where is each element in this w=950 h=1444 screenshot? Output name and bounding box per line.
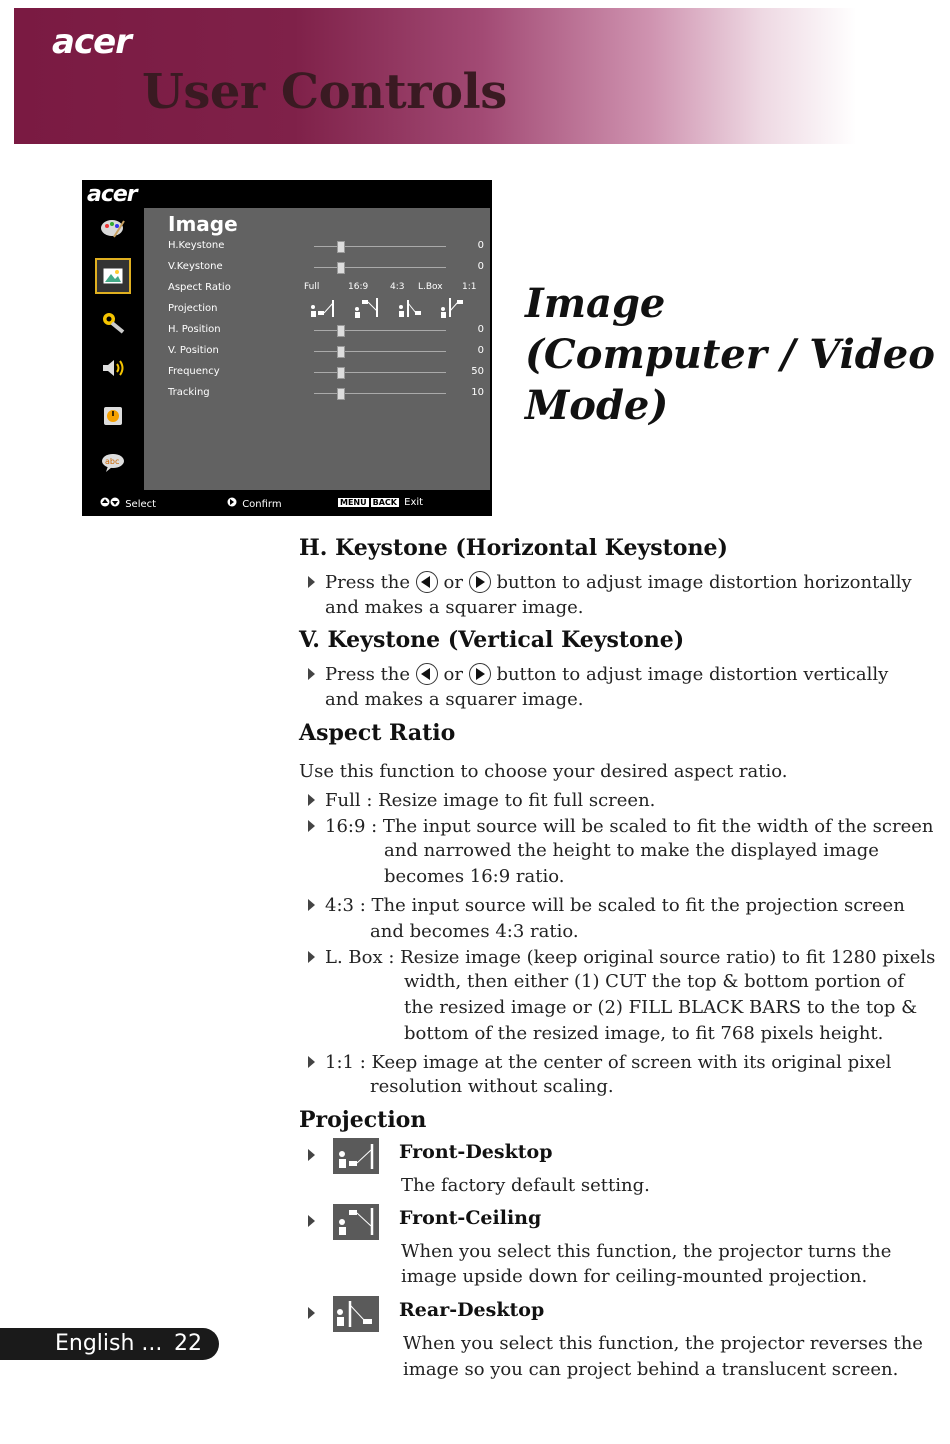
- slider-track: [314, 267, 446, 268]
- title-line: Image: [525, 280, 666, 327]
- settings-wrench-icon: [97, 306, 129, 338]
- osd-row-v-position: [168, 343, 488, 364]
- osd-footer-exit-label: Exit: [404, 497, 424, 508]
- page-footer-tab: [0, 1328, 219, 1360]
- osd-menu-screenshot: [82, 180, 492, 516]
- h-keystone-text-2: and makes a squarer image.: [325, 597, 584, 618]
- timer-icon: [97, 400, 129, 432]
- rear-desktop-label: Rear-Desktop: [399, 1299, 545, 1321]
- h-keystone-text: [325, 570, 912, 595]
- aspect-169-2: and narrowed the height to make the displayed image: [384, 840, 879, 861]
- page-number: 22: [174, 1331, 202, 1356]
- aspect-ratio-heading: Aspect Ratio: [299, 720, 456, 746]
- front-desktop-desc: The factory default setting.: [401, 1175, 650, 1196]
- front-ceiling-label: Front-Ceiling: [399, 1207, 542, 1229]
- header-banner: [14, 8, 950, 144]
- osd-value: 10: [471, 387, 484, 398]
- menu-key: MENU: [340, 498, 367, 507]
- text-span: button to adjust image distortion vertically: [496, 664, 889, 685]
- osd-heading: Image: [168, 212, 238, 236]
- bullet-arrow: [308, 951, 315, 963]
- osd-footer-confirm: [227, 497, 282, 510]
- aspect-11-2: resolution without scaling.: [370, 1076, 614, 1097]
- slider-track: [314, 393, 446, 394]
- osd-value: 0: [477, 240, 484, 251]
- bullet-arrow: [308, 668, 315, 680]
- osd-value: 0: [477, 345, 484, 356]
- slider-track: [314, 351, 446, 352]
- front-ceiling-icon: [333, 1204, 379, 1240]
- aspect-lbox-3: the resized image or (2) FILL BLACK BARS to the top &: [404, 997, 918, 1018]
- aspect-intro: Use this function to choose your desired aspect ratio.: [299, 761, 788, 782]
- front-desktop-icon: [310, 297, 336, 319]
- osd-row-h-keystone: [168, 238, 488, 259]
- language-icon: [97, 446, 129, 478]
- aspect-option: 1:1: [462, 282, 477, 292]
- slider-knob: [337, 346, 345, 358]
- osd-label: H. Position: [168, 324, 221, 335]
- osd-label: Tracking: [168, 387, 210, 398]
- aspect-lbox-1: L. Box : Resize image (keep original source ratio) to fit 1280 pixels: [325, 947, 936, 968]
- text-span: or: [443, 572, 463, 593]
- rear-desktop-desc-2: image so you can project behind a translucent screen.: [403, 1359, 899, 1380]
- slider-track: [314, 330, 446, 331]
- osd-label: Aspect Ratio: [168, 282, 231, 293]
- v-keystone-text-2: and makes a squarer image.: [325, 689, 584, 710]
- osd-image-panel: [144, 208, 490, 490]
- osd-row-v-keystone: [168, 259, 488, 280]
- slider-track: [314, 372, 446, 373]
- aspect-option: 16:9: [348, 282, 369, 292]
- bullet-arrow: [308, 1215, 315, 1227]
- osd-row-h-position: [168, 322, 488, 343]
- osd-value: 50: [471, 366, 484, 377]
- right-arrow-icon: [227, 497, 239, 507]
- osd-sidebar: [82, 208, 144, 490]
- slider-track: [314, 246, 446, 247]
- front-desktop-label: Front-Desktop: [399, 1141, 553, 1163]
- back-key: BACK: [372, 498, 397, 507]
- front-ceiling-desc-2: image upside down for ceiling-mounted projection.: [401, 1266, 868, 1287]
- slider-knob: [337, 241, 345, 253]
- left-button-icon: [416, 663, 438, 685]
- aspect-169-3: becomes 16:9 ratio.: [384, 866, 565, 887]
- right-button-icon: [469, 663, 491, 685]
- right-button-icon: [469, 571, 491, 593]
- v-keystone-heading: V. Keystone (Vertical Keystone): [299, 627, 685, 653]
- bullet-arrow: [308, 576, 315, 588]
- osd-footer-exit: [338, 497, 423, 508]
- front-ceiling-desc-1: When you select this function, the projector turns the: [401, 1241, 892, 1262]
- osd-value: 0: [477, 261, 484, 272]
- rear-desktop-icon: [333, 1296, 379, 1332]
- page-title: User Controls: [142, 64, 507, 120]
- aspect-option: 4:3: [390, 282, 405, 292]
- bullet-arrow: [308, 820, 315, 832]
- aspect-full: Full : Resize image to fit full screen.: [325, 790, 656, 811]
- text-span: or: [443, 664, 463, 685]
- bullet-arrow: [308, 794, 315, 806]
- projection-heading: Projection: [299, 1107, 427, 1133]
- rear-ceiling-icon: [440, 297, 466, 319]
- osd-footer-confirm-label: Confirm: [242, 499, 282, 510]
- aspect-43-2: and becomes 4:3 ratio.: [370, 921, 579, 942]
- osd-label: H.Keystone: [168, 240, 225, 251]
- left-button-icon: [416, 571, 438, 593]
- osd-value: 0: [477, 324, 484, 335]
- aspect-option: Full: [304, 282, 320, 292]
- osd-row-projection: [168, 301, 488, 322]
- osd-footer: [82, 490, 492, 516]
- aspect-43-1: 4:3 : The input source will be scaled to fit the projection screen: [325, 895, 905, 916]
- up-down-icon: [100, 497, 122, 507]
- bullet-arrow: [308, 1307, 315, 1319]
- aspect-11-1: 1:1 : Keep image at the center of screen with its original pixel: [325, 1052, 892, 1073]
- front-desktop-icon: [333, 1138, 379, 1174]
- text-span: Press the: [325, 664, 411, 685]
- slider-knob: [337, 325, 345, 337]
- rear-desktop-desc-1: When you select this function, the projector reverses the: [403, 1333, 923, 1354]
- osd-label: V.Keystone: [168, 261, 223, 272]
- osd-label: Frequency: [168, 366, 220, 377]
- bullet-arrow: [308, 1056, 315, 1068]
- text-span: Press the: [325, 572, 411, 593]
- osd-row-tracking: [168, 385, 488, 406]
- bullet-arrow: [308, 1149, 315, 1161]
- h-keystone-heading: H. Keystone (Horizontal Keystone): [299, 535, 728, 561]
- acer-logo: acer: [52, 22, 131, 62]
- color-palette-icon: [97, 212, 129, 244]
- v-keystone-text: [325, 662, 888, 687]
- aspect-option: L.Box: [418, 282, 443, 292]
- osd-label: V. Position: [168, 345, 219, 356]
- svg-text:abc: abc: [105, 457, 120, 466]
- slider-knob: [337, 388, 345, 400]
- image-icon: [95, 258, 131, 294]
- text-span: button to adjust image distortion horizontally: [496, 572, 912, 593]
- osd-row-frequency: [168, 364, 488, 385]
- osd-footer-select: [100, 497, 156, 510]
- bullet-arrow: [308, 899, 315, 911]
- speaker-icon: [97, 352, 129, 384]
- rear-desktop-icon: [398, 297, 424, 319]
- osd-label: Projection: [168, 303, 218, 314]
- footer-language: English ...: [55, 1331, 163, 1356]
- title-line: (Computer / Video: [525, 331, 935, 378]
- aspect-lbox-2: width, then either (1) CUT the top & bottom portion of: [404, 971, 905, 992]
- section-main-title: [525, 278, 935, 431]
- osd-acer-logo: acer: [87, 182, 137, 207]
- slider-knob: [337, 262, 345, 274]
- aspect-lbox-4: bottom of the resized image, to fit 768 pixels height.: [404, 1023, 884, 1044]
- osd-footer-select-label: Select: [125, 499, 157, 510]
- slider-knob: [337, 367, 345, 379]
- title-line: Mode): [525, 382, 669, 429]
- front-ceiling-icon: [354, 297, 380, 319]
- aspect-169-1: 16:9 : The input source will be scaled to fit the width of the screen: [325, 816, 934, 837]
